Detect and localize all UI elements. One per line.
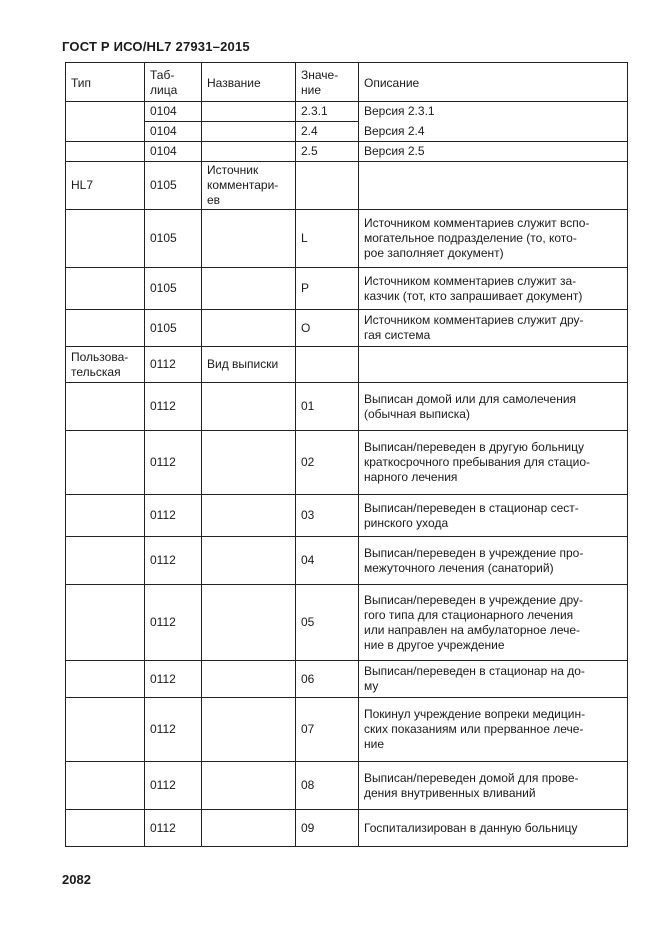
cell-type <box>66 383 145 431</box>
table-body <box>66 102 628 847</box>
cell-description: Источником комментариев служит за- казчик (тот, кто запрашивает документ) <box>359 268 628 310</box>
cell-table: 0112 <box>145 810 202 847</box>
table-row <box>66 210 628 268</box>
cell-name <box>202 210 296 268</box>
cell-value: L <box>296 210 359 268</box>
cell-name <box>202 661 296 698</box>
cell-value: 09 <box>296 810 359 847</box>
cell-value: 04 <box>296 537 359 585</box>
document-header-title: ГОСТ Р ИСО/HL7 27931–2015 <box>62 39 250 54</box>
cell-value: 2.5 <box>296 142 359 162</box>
table-row <box>66 762 628 810</box>
cell-name <box>202 762 296 810</box>
page-number: 2082 <box>62 872 91 887</box>
cell-table: 0105 <box>145 310 202 347</box>
col-header-type: Тип <box>66 63 145 102</box>
cell-type <box>66 661 145 698</box>
table-row <box>66 585 628 661</box>
col-header-table: Таб- лица <box>145 63 202 102</box>
cell-name <box>202 102 296 122</box>
cell-description: Выписан/переведен в другую больницу краткосрочного пребывания для стацио- нарного лечения <box>359 431 628 495</box>
cell-type <box>66 142 145 162</box>
cell-description: Покинул учреждение вопреки медицин- ских показаниям или прерванное лече- ние <box>359 698 628 762</box>
cell-value: 2.4 <box>296 122 359 142</box>
cell-value: O <box>296 310 359 347</box>
col-header-description: Описание <box>359 63 628 102</box>
cell-table: 0112 <box>145 698 202 762</box>
cell-type <box>66 495 145 537</box>
cell-description: Источником комментариев служит дру- гая система <box>359 310 628 347</box>
cell-description: Выписан/переведен домой для прове- дения внутривенных вливаний <box>359 762 628 810</box>
cell-type: HL7 <box>66 162 145 210</box>
cell-type <box>66 210 145 268</box>
table-header <box>66 63 628 102</box>
table-row <box>66 661 628 698</box>
cell-name: Источник комментари- ев <box>202 162 296 210</box>
code-table <box>65 62 628 847</box>
cell-table: 0112 <box>145 431 202 495</box>
cell-value: P <box>296 268 359 310</box>
cell-type <box>66 268 145 310</box>
cell-description: Источником комментариев служит вспо- могательное подразделение (то, кото- рое заполняет документ) <box>359 210 628 268</box>
cell-table: 0112 <box>145 585 202 661</box>
cell-type: Пользова- тельская <box>66 347 145 383</box>
cell-description: Госпитализирован в данную больницу <box>359 810 628 847</box>
cell-name <box>202 585 296 661</box>
cell-name <box>202 268 296 310</box>
cell-value: 05 <box>296 585 359 661</box>
cell-table: 0104 <box>145 102 202 122</box>
table-row <box>66 310 628 347</box>
cell-value: 08 <box>296 762 359 810</box>
table-row <box>66 268 628 310</box>
cell-value: 03 <box>296 495 359 537</box>
cell-name <box>202 310 296 347</box>
cell-value: 07 <box>296 698 359 762</box>
cell-name <box>202 431 296 495</box>
cell-name <box>202 383 296 431</box>
col-header-value: Значе- ние <box>296 63 359 102</box>
cell-description: Выписан/переведен в учреждение про- межуточного лечения (санаторий) <box>359 537 628 585</box>
cell-description: Выписан/переведен в стационар на до- му <box>359 661 628 698</box>
cell-name: Вид выписки <box>202 347 296 383</box>
cell-type <box>66 698 145 762</box>
cell-table: 0105 <box>145 268 202 310</box>
cell-name <box>202 537 296 585</box>
table-row <box>66 698 628 762</box>
cell-description: Версия 2.4 <box>359 122 628 142</box>
cell-description: Версия 2.5 <box>359 142 628 162</box>
cell-description: Выписан домой или для самолечения (обычная выписка) <box>359 383 628 431</box>
cell-name <box>202 810 296 847</box>
col-header-name: Название <box>202 63 296 102</box>
cell-table: 0104 <box>145 142 202 162</box>
cell-table: 0104 <box>145 122 202 142</box>
table-row <box>66 431 628 495</box>
cell-name <box>202 495 296 537</box>
cell-description <box>359 347 628 383</box>
cell-value: 01 <box>296 383 359 431</box>
cell-type <box>66 585 145 661</box>
table-row <box>66 383 628 431</box>
cell-name <box>202 122 296 142</box>
cell-value: 2.3.1 <box>296 102 359 122</box>
cell-table: 0105 <box>145 210 202 268</box>
cell-description: Выписан/переведен в учреждение дру- гого типа для стационарного лечения или направлен на амбулаторное лече- ние в другое учреждение <box>359 585 628 661</box>
cell-type <box>66 762 145 810</box>
table-row <box>66 495 628 537</box>
table-row <box>66 537 628 585</box>
cell-type <box>66 102 145 122</box>
table-header-row <box>66 63 628 102</box>
table-row <box>66 102 628 122</box>
cell-name <box>202 142 296 162</box>
cell-value <box>296 162 359 210</box>
cell-type <box>66 431 145 495</box>
table-row <box>66 347 628 383</box>
cell-table: 0112 <box>145 537 202 585</box>
table-row <box>66 122 628 142</box>
cell-type <box>66 310 145 347</box>
cell-value: 06 <box>296 661 359 698</box>
cell-table: 0112 <box>145 383 202 431</box>
cell-description <box>359 162 628 210</box>
cell-table: 0112 <box>145 762 202 810</box>
cell-table: 0112 <box>145 661 202 698</box>
cell-table: 0112 <box>145 495 202 537</box>
table-row <box>66 142 628 162</box>
cell-type <box>66 122 145 142</box>
cell-value: 02 <box>296 431 359 495</box>
cell-description: Выписан/переведен в стационар сест- ринского ухода <box>359 495 628 537</box>
cell-table: 0105 <box>145 162 202 210</box>
cell-type <box>66 537 145 585</box>
cell-description: Версия 2.3.1 <box>359 102 628 122</box>
cell-name <box>202 698 296 762</box>
cell-value <box>296 347 359 383</box>
cell-table: 0112 <box>145 347 202 383</box>
table-row <box>66 810 628 847</box>
table-row <box>66 162 628 210</box>
cell-type <box>66 810 145 847</box>
